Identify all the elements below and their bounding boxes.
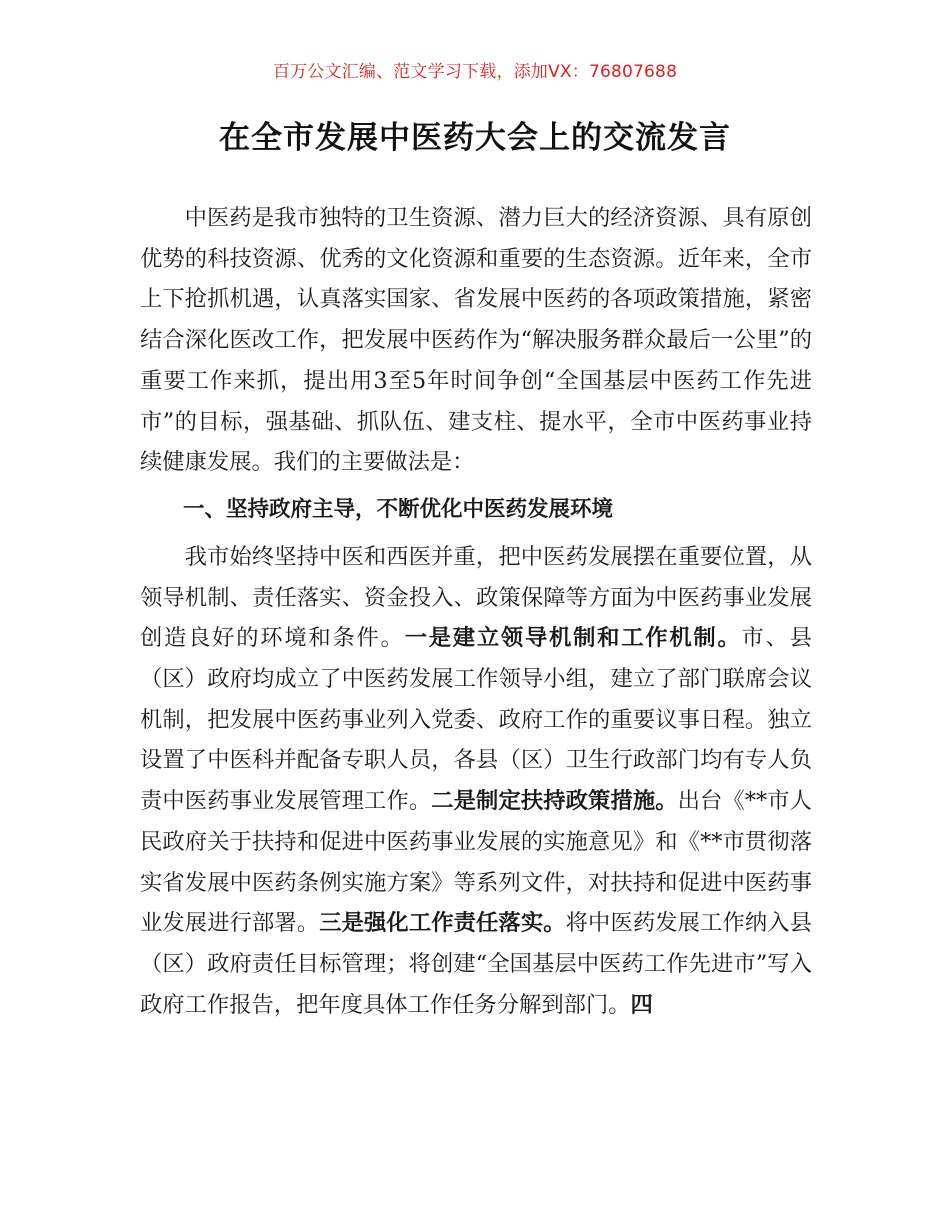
point-1-heading: 一是建立领导机制和工作机制。 [404, 625, 742, 652]
point-4-heading-start: 四 [630, 991, 653, 1018]
point-3-text: 将中医药发展工作纳入县（区）政府责任目标管理；将创建“全国基层中医药工作先进市”写入政府工作报告，把年度具体工作任务分解到部门。 [140, 910, 812, 1018]
document-body [140, 198, 812, 1025]
section-1-paragraph [140, 537, 812, 1025]
point-1-text: 市、县（区）政府均成立了中医药发展工作领导小组，建立了部门联席会议机制，把发展中医药事业列入党委、政府工作的重要议事日程。独立设置了中医科并配备专职人员，各县（区）卫生行政部门均有专人负责中医药事业发展管理工作。 [140, 625, 812, 815]
point-3-heading: 三是强化工作责任落实。 [319, 910, 566, 937]
point-2-text: 出台《**市人民政府关于扶持和促进中医药事业发展的实施意见》和《**市贯彻落实省发展中医药条例实施方案》等系列文件，对扶持和促进中医药事业发展进行部署。 [140, 788, 812, 937]
point-2-heading: 二是制定扶持政策措施。 [431, 788, 678, 815]
watermark-header: 百万公文汇编、范文学习下载，添加VX：76807688 [272, 62, 678, 82]
intro-paragraph: 中医药是我市独特的卫生资源、潜力巨大的经济资源、具有原创优势的科技资源、优秀的文化资源和重要的生态资源。近年来，全市上下抢抓机遇，认真落实国家、省发展中医药的各项政策措施，紧密结合深化医改工作，把发展中医药作为“解决服务群众最后一公里”的重要工作来抓，提出用3至5年时间争创“全国基层中医药工作先进市”的目标，强基础、抓队伍、建支柱、提水平，全市中医药事业持续健康发展。我们的主要做法是： [140, 205, 812, 476]
section-1-lead: 我市始终坚持中医和西医并重，把中医药发展摆在重要位置，从领导机制、责任落实、资金投入、政策保障等方面为中医药事业发展创造良好的环境和条件。 [140, 543, 812, 652]
section-heading-1: 一、坚持政府主导，不断优化中医药发展环境 [183, 496, 614, 522]
page-title: 在全市发展中医药大会上的交流发言 [219, 120, 731, 156]
